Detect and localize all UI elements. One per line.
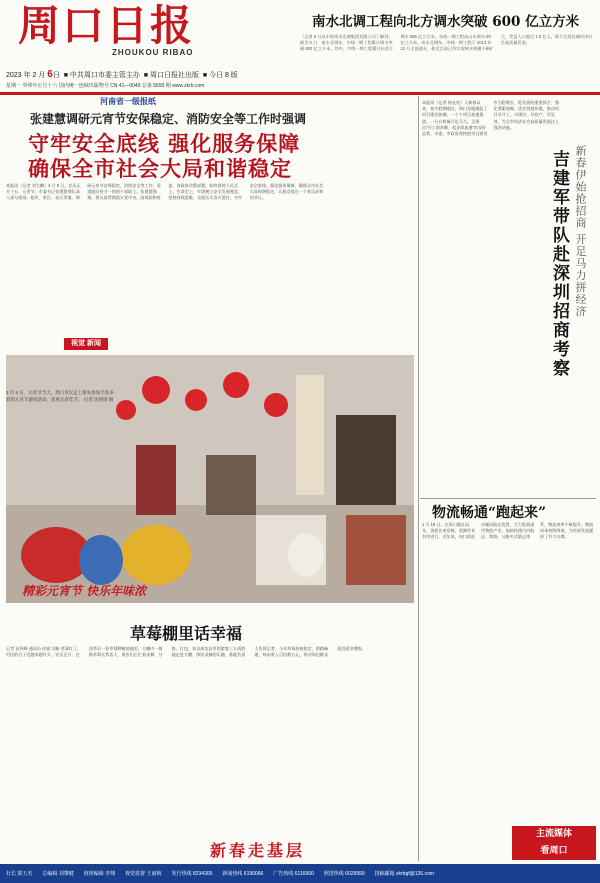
lead-subhead: 张建慧调研元宵节安保稳定、消防安全等工作时强调 [30, 112, 307, 126]
new-year-banner: 新春走基层 [210, 841, 306, 860]
lower-headline: 草莓棚里话幸福 [130, 624, 243, 643]
footer-item: 新闻热线 6190066 [222, 871, 264, 877]
footer-item: 值班编辑 李翔 [83, 871, 116, 877]
section-bar: 河南省一级报纸 [100, 97, 156, 106]
column-divider [418, 96, 419, 861]
vertical-headline: 吉建军带队赴深圳招商考察 [549, 150, 569, 378]
promo-line-1: 主流媒体 [535, 829, 572, 839]
year-month: 2023 年 2 月 [6, 72, 46, 79]
photo-slogan: 精彩元宵节 快乐年味浓 [22, 584, 147, 598]
pages: 今日 8 版 [209, 72, 238, 79]
footer-item: 发行热线 8234300 [171, 871, 213, 877]
footer-item: 投稿邮箱 zkrbgf@126.com [374, 871, 434, 877]
top-story-body: （记者 5 日从中国南水北调集团有限公司了解到，截至 5 日，南水北调东、中线一期工程累计调水突破 600 亿立方米。其中，中线一期工程累计向北方调水 565 亿立方米，东线一期工程向山东调水 60 亿立方米。南水北调东、中线一期工程于 2014 年 12 月全面通水，截至目前已经实现调水规模不断扩大，受益人口超过 1.5 亿人，助力实现区域经济社会高质量发展。 [300, 34, 593, 52]
logistics-headline: 物流畅通“跑起来” [432, 505, 547, 521]
masthead-title: 周口日报 [18, 1, 195, 50]
vertical-subhead: 新春伊始抢招商 开足马力拼经济 [574, 145, 587, 318]
footer-item: 照排热线 6029999 [323, 871, 365, 877]
top-headline: 南水北调工程向北方调水突破 600 亿立方米 [312, 14, 580, 30]
lunar-date: 癸卯年正月十六 [22, 83, 58, 89]
dateline: 2023 年 2 月 6日 ■ 中共周口市委主管主办 ■ 周口日报社出版 ■ 今日 8 版 [6, 69, 238, 80]
logistics-body: 1 月 19 日，在周口港区码头，货轮往来穿梭，装卸作业有序进行。近年来，周口依托沙颍河航运优势，大力发展现代物流产业，加快构建内河航运、铁路、公路多式联运体系，物流效率不断提升，物流成本持续降低，为经济发展提供了有力支撑。 [422, 522, 594, 540]
edition: 周口日报社出版 [149, 72, 199, 79]
day-suffix: 日 [52, 72, 60, 79]
lower-body: 记者 袁传峰 通讯员 何斌 刘彬 草莓红了，村民的日子也越来越红火。农历正月，在西华县一处草莓种植基地里，大棚内一排排草莓长势喜人，果农们正忙着采摘、分拣、打包，来自周边县市的游客三五成群地走进大棚，体验采摘的乐趣。基地负责人告诉记者，今年草莓价格稳定，销路畅通，每亩收入可达数万元，带动周边群众就近就业增收。 [6, 646, 366, 658]
weekday: 星期一 [6, 83, 22, 89]
footer-item: 总编辑 刘肇健 [42, 871, 74, 877]
right-column-body: 本报讯（记者 杨光亮）入新春以来，春节假期刚过，周口各地掀起了项目建设热潮。一个个项目加速推进，一台台机械开足马力，呈现出“开工即冲刺、起步即加速”的良好态势。市委、市政府坚持把项目建设作为稳增长、促发展的重要抓手，强化要素保障，优化营商环境，推动项目早开工、早建设、早投产、早见效，为全市经济社会高质量发展注入强劲动能。 [422, 100, 559, 137]
info-line [6, 82, 204, 89]
photo-credit: 记者 沈剑锋 摄 [83, 396, 114, 402]
promo-line-2: 看周口 [540, 846, 568, 856]
masthead-pinyin: ZHOUKOU RIBAO [112, 48, 194, 57]
footer [0, 864, 600, 883]
promo-box [512, 826, 596, 860]
footer-item: 视觉监督 王丽梅 [125, 871, 162, 877]
masthead-rule [0, 92, 600, 95]
issue-number: 总第 5693 期 [141, 83, 171, 89]
sponsor: 中共周口市委主管主办 [69, 72, 140, 79]
day: 6 [47, 69, 53, 80]
footer-item: 社长 郭玉杰 [6, 871, 33, 877]
lead-body: 本报讯（记者 刘大鹏）2 月 5 日，农历正月十五，元宵节，市委书记张建慧带队深入部分商场、超市、景区、社区等地，调研元宵节安保稳定、消防安全等工作，看望慰问坚守一线的干部职工。张建慧强调，要认真贯彻落实党中央、国务院和省委、省政府决策部署，始终坚持人民至上、生命至上，牢固树立安全发展理念，坚持底线思维，全面压实各方责任，守牢安全底线，强化服务保障，确保全市社会大局和谐稳定，让群众度过一个欢乐祥和的节日。 [6, 183, 324, 201]
photo-label: 视觉 新闻 [64, 338, 108, 350]
publication-number: 国内统一连续出版物号 CN 41—0049 [58, 83, 141, 89]
photo-caption [6, 390, 114, 403]
section-divider [420, 498, 596, 499]
footer-item: 广告热线 6116900 [273, 871, 314, 877]
lead-headline-1: 守牢安全底线 强化服务保障 [28, 131, 301, 156]
website: www.zkrb.com [172, 83, 205, 89]
lead-headline-2: 确保全市社会大局和谐稳定 [28, 156, 292, 181]
photo-caption-text: 2 月 5 日，元宵节当天，周口市民走上街头参加丰富多彩的元宵节游园活动，欢度元宵佳节。 [6, 390, 114, 402]
